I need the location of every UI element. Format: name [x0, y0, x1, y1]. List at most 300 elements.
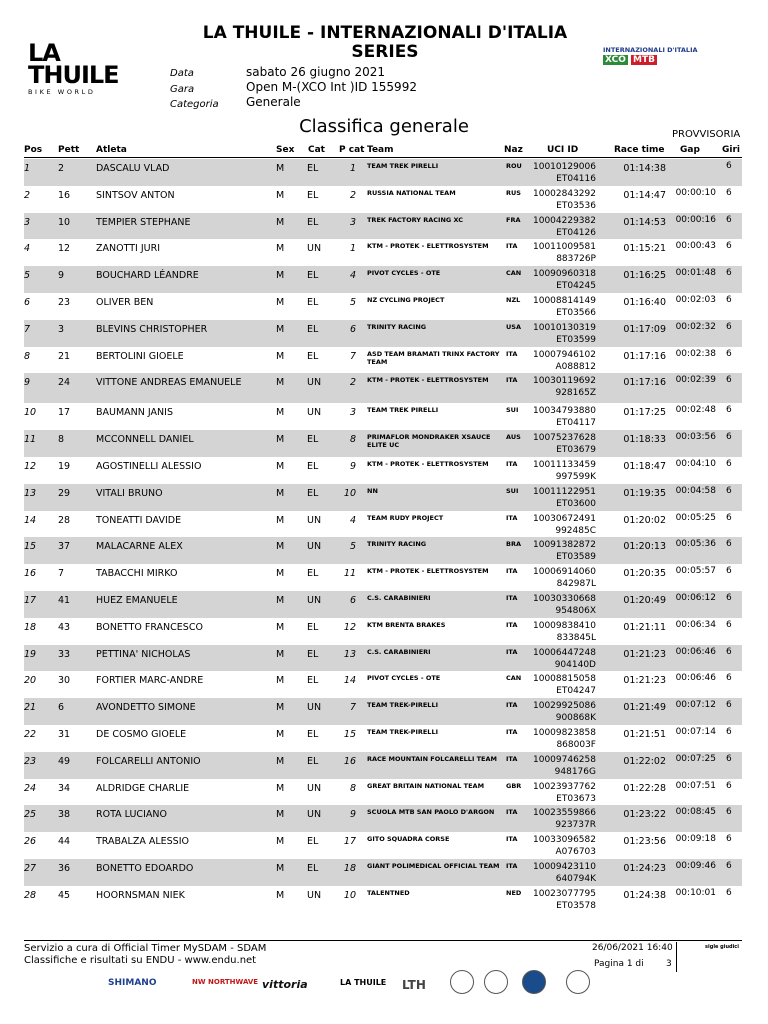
- row-team: NN: [367, 486, 378, 495]
- row-pcat: 16: [343, 755, 356, 767]
- row-uci-id: [526, 539, 596, 563]
- row-team: RUSSIA NATIONAL TEAM: [367, 188, 456, 197]
- row-uci-id: [526, 673, 596, 697]
- row-race-time: 01:23:22: [623, 809, 666, 821]
- footer-endu-link[interactable]: Classifiche e risultati su ENDU - www.endu.net: [24, 955, 257, 966]
- uci-line-2: ET03679: [556, 445, 596, 456]
- row-atleta: ZANOTTI JURI: [96, 243, 161, 255]
- row-cat: UN: [307, 782, 322, 794]
- row-naz: ITA: [506, 242, 518, 251]
- row-team: KTM - PROTEK - ELETTROSYSTEM: [367, 376, 489, 385]
- row-cat: EL: [307, 729, 319, 740]
- col-giri: Giri: [722, 145, 740, 155]
- row-gap: 00:04:10: [675, 459, 716, 469]
- row-cat: EL: [307, 755, 319, 767]
- row-giri: 6: [726, 727, 732, 737]
- row-sex: M: [276, 163, 285, 174]
- row-uci-id: [526, 647, 596, 671]
- row-gap: 00:05:25: [675, 512, 716, 523]
- row-pos: 13: [24, 487, 37, 499]
- row-cat: EL: [307, 350, 319, 362]
- row-naz: NZL: [506, 296, 521, 304]
- row-atleta: FOLCARELLI ANTONIO: [96, 755, 201, 767]
- row-team: RACE MOUNTAIN FOLCARELLI TEAM: [367, 754, 497, 763]
- row-race-time: 01:21:49: [623, 702, 666, 714]
- gara-label: Gara: [170, 84, 195, 95]
- row-gap: 00:09:18: [675, 834, 716, 845]
- row-pcat: 4: [349, 270, 356, 282]
- row-gap: 00:09:46: [675, 861, 716, 871]
- row-cat: EL: [307, 189, 319, 201]
- row-gap: 00:02:38: [675, 348, 716, 359]
- row-atleta: MALACARNE ALEX: [96, 541, 183, 553]
- uci-line-2: ET04117: [556, 418, 596, 429]
- row-uci-id: [526, 834, 596, 858]
- row-pos: 23: [24, 755, 37, 767]
- sponsor-shimano: SHIMANO: [108, 978, 157, 988]
- row-race-time: 01:20:49: [623, 595, 666, 606]
- table-row: [24, 779, 742, 806]
- row-pcat: 18: [343, 863, 356, 874]
- categoria-label: Categoria: [170, 99, 219, 110]
- row-pcat: 8: [349, 434, 356, 446]
- col-pos: Pos: [24, 145, 43, 155]
- row-giri: 6: [726, 834, 732, 845]
- row-cat: EL: [307, 621, 319, 633]
- row-gap: 00:06:46: [675, 646, 716, 657]
- col-cat: Cat: [308, 145, 325, 155]
- row-uci-id: [526, 432, 596, 456]
- uci-line-1: 10075237628: [533, 433, 596, 444]
- row-gap: 00:10:01: [675, 887, 716, 898]
- row-uci-id: [526, 268, 596, 292]
- row-pos: 7: [24, 323, 31, 335]
- row-gap: 00:02:32: [675, 321, 716, 332]
- row-race-time: 01:16:40: [623, 297, 666, 308]
- table-row: [24, 239, 742, 266]
- row-team: PRIMAFLOR MONDRAKER XSAUCE ELITE UC: [367, 433, 491, 450]
- row-naz: ITA: [506, 594, 518, 602]
- uci-line-2: 640794K: [555, 874, 596, 884]
- row-race-time: 01:15:21: [623, 243, 666, 255]
- row-team: TEAM RUDY PROJECT: [367, 513, 444, 522]
- row-cat: EL: [307, 163, 319, 174]
- row-gap: 00:07:25: [675, 753, 716, 764]
- row-naz: BRA: [506, 540, 521, 549]
- row-uci-id: [526, 405, 596, 429]
- uci-line-1: 10009838410: [533, 620, 596, 631]
- region-crest-icon: [566, 970, 590, 994]
- row-pcat: 11: [343, 568, 356, 580]
- uci-line-1: 10023937762: [533, 781, 596, 792]
- row-atleta: TEMPIER STEPHANE: [96, 216, 191, 228]
- row-gap: 00:07:12: [675, 700, 716, 711]
- row-team: TEAM TREK PIRELLI: [367, 162, 439, 170]
- row-giri: 6: [726, 295, 732, 305]
- row-team: KTM - PROTEK - ELETTROSYSTEM: [367, 567, 489, 576]
- uci-line-1: 10030119692: [533, 376, 596, 387]
- row-sex: M: [276, 377, 285, 389]
- uci-line-2: ET04245: [556, 281, 596, 292]
- row-pcat: 8: [349, 782, 356, 794]
- row-cat: EL: [307, 863, 319, 874]
- row-race-time: 01:21:11: [623, 621, 666, 633]
- row-giri: 6: [726, 432, 732, 443]
- uci-line-1: 10090960318: [533, 269, 596, 280]
- row-atleta: FORTIER MARC-ANDRE: [96, 675, 204, 687]
- row-team: ASD TEAM BRAMATI TRINX FACTORY TEAM: [367, 349, 500, 366]
- row-uci-id: [526, 620, 596, 644]
- row-giri: 6: [726, 348, 732, 359]
- row-pett: 30: [58, 675, 71, 687]
- row-naz: ITA: [506, 376, 518, 385]
- row-atleta: BERTOLINI GIOELE: [96, 350, 184, 362]
- row-team: GREAT BRITAIN NATIONAL TEAM: [367, 781, 485, 790]
- uci-line-2: ET03599: [556, 334, 596, 345]
- row-race-time: 01:20:13: [623, 541, 666, 553]
- row-team: KTM - PROTEK - ELETTROSYSTEM: [367, 460, 489, 468]
- gara-value: Open M-(XCO Int )ID 155992: [246, 80, 417, 94]
- row-pett: 37: [58, 541, 71, 553]
- row-naz: ITA: [506, 862, 518, 870]
- row-giri: 6: [726, 673, 732, 684]
- uci-line-2: 904140D: [554, 659, 596, 670]
- row-race-time: 01:22:02: [623, 755, 666, 767]
- table-row: [24, 266, 742, 293]
- uci-line-1: 10023077795: [533, 888, 596, 899]
- row-pcat: 4: [349, 514, 356, 526]
- row-atleta: HUEZ EMANUELE: [96, 595, 178, 606]
- row-giri: 6: [726, 861, 732, 871]
- row-naz: ITA: [506, 754, 518, 763]
- row-pcat: 9: [349, 809, 356, 821]
- row-team: PIVOT CYCLES - OTE: [367, 269, 441, 278]
- col-uci: UCI ID: [547, 145, 579, 155]
- row-pcat: 3: [349, 216, 356, 228]
- row-race-time: 01:24:38: [623, 889, 666, 901]
- footer-page-label: Pagina 1 di: [594, 959, 644, 969]
- row-atleta: SINTSOV ANTON: [96, 189, 175, 201]
- row-naz: ITA: [506, 620, 518, 629]
- uci-line-2: 883726P: [556, 254, 596, 265]
- uci-line-1: 10011133459: [533, 460, 596, 470]
- row-pos: 4: [24, 243, 31, 255]
- table-row: [24, 347, 742, 374]
- row-sex: M: [276, 541, 285, 553]
- row-sex: M: [276, 461, 285, 472]
- row-gap: 00:00:43: [675, 241, 716, 252]
- row-pett: 43: [58, 621, 71, 633]
- logo-subtext: BIKE WORLD: [28, 88, 96, 96]
- row-pett: 44: [58, 836, 71, 848]
- uci-line-2: 997599K: [555, 472, 596, 482]
- footer-divider: [24, 940, 742, 941]
- row-cat: UN: [307, 702, 322, 714]
- row-atleta: ALDRIDGE CHARLIE: [96, 782, 190, 794]
- row-cat: UN: [307, 243, 322, 255]
- row-gap: 00:05:57: [675, 566, 716, 577]
- row-race-time: 01:16:25: [623, 270, 666, 282]
- row-sex: M: [276, 407, 285, 419]
- footer-page-total: 3: [666, 959, 672, 969]
- row-pos: 17: [24, 595, 37, 606]
- row-sex: M: [276, 863, 285, 874]
- row-sex: M: [276, 434, 285, 446]
- row-team: TEAM TREK PIRELLI: [367, 406, 439, 415]
- row-gap: 00:00:10: [675, 187, 716, 198]
- row-pett: 28: [58, 514, 71, 526]
- row-gap: 00:01:48: [675, 268, 716, 279]
- row-gap: 00:02:48: [675, 405, 716, 416]
- row-pcat: 6: [349, 323, 356, 335]
- row-giri: 6: [726, 405, 732, 416]
- row-gap: 00:06:34: [675, 619, 716, 630]
- row-giri: 6: [726, 807, 732, 818]
- row-pos: 10: [24, 407, 37, 419]
- row-team: TRINITY RACING: [367, 540, 427, 549]
- row-pett: 33: [58, 648, 71, 660]
- uci-line-2: 954806X: [555, 606, 596, 616]
- row-naz: AUS: [506, 433, 521, 442]
- row-cat: UN: [307, 541, 322, 553]
- row-atleta: AGOSTINELLI ALESSIO: [96, 461, 202, 472]
- row-pos: 8: [24, 350, 31, 362]
- row-pcat: 5: [349, 297, 356, 308]
- row-pett: 10: [58, 216, 71, 228]
- row-pett: 16: [58, 189, 71, 201]
- row-atleta: BONETTO EDOARDO: [96, 863, 194, 874]
- col-pcat: P cat: [339, 145, 365, 155]
- row-cat: UN: [307, 407, 322, 419]
- row-pos: 3: [24, 216, 31, 228]
- sponsor-northwave: NW NORTHWAVE: [192, 978, 259, 986]
- row-atleta: MCCONNELL DANIEL: [96, 434, 194, 446]
- col-sex: Sex: [276, 145, 295, 155]
- row-sex: M: [276, 514, 285, 526]
- table-row: [24, 213, 742, 240]
- row-sex: M: [276, 297, 285, 308]
- uci-line-1: 10008814149: [533, 296, 596, 306]
- row-pos: 6: [24, 297, 31, 308]
- header-divider: [24, 157, 742, 158]
- logo-ic-line2: [603, 55, 703, 65]
- row-naz: ROU: [506, 162, 522, 170]
- row-atleta: AVONDETTO SIMONE: [96, 702, 196, 714]
- uci-line-1: 10091382872: [533, 540, 596, 551]
- row-uci-id: [526, 161, 596, 185]
- row-pett: 8: [58, 434, 65, 446]
- row-race-time: 01:24:23: [623, 863, 666, 874]
- data-value: sabato 26 giugno 2021: [246, 65, 385, 79]
- row-uci-id: [526, 861, 596, 885]
- row-giri: 6: [726, 539, 732, 550]
- sponsor-lth: LTH: [402, 978, 426, 992]
- la-thuile-logo: [28, 39, 120, 96]
- row-pos: 20: [24, 675, 37, 687]
- uci-line-1: 10034793880: [533, 406, 596, 417]
- row-pcat: 12: [343, 621, 356, 633]
- table-row: [24, 591, 742, 618]
- sigle-giudici-box: [676, 942, 743, 972]
- table-row: [24, 373, 742, 403]
- row-giri: 6: [726, 619, 732, 630]
- row-pos: 5: [24, 270, 31, 282]
- row-pos: 19: [24, 648, 37, 660]
- row-pos: 27: [24, 863, 37, 874]
- row-pett: 49: [58, 755, 71, 767]
- row-naz: ITA: [506, 701, 518, 710]
- row-sex: M: [276, 243, 285, 255]
- uci-line-1: 10009746258: [533, 754, 596, 765]
- uci-line-1: 10002843292: [533, 188, 596, 199]
- row-pett: 24: [58, 377, 71, 389]
- row-uci-id: [526, 322, 596, 346]
- col-naz: Naz: [504, 145, 523, 155]
- row-pos: 16: [24, 568, 37, 580]
- table-row: [24, 698, 742, 725]
- row-giri: 6: [726, 375, 732, 386]
- row-gap: 00:00:16: [675, 214, 716, 225]
- row-giri: 6: [726, 566, 732, 577]
- uci-line-1: 10006914060: [533, 567, 596, 578]
- row-pett: 6: [58, 702, 65, 714]
- row-giri: 6: [726, 459, 732, 469]
- row-pos: 21: [24, 702, 37, 714]
- row-pos: 11: [24, 434, 37, 446]
- row-pett: 38: [58, 809, 71, 821]
- row-race-time: 01:14:47: [623, 189, 666, 201]
- row-uci-id: [526, 566, 596, 590]
- row-gap: 00:02:39: [675, 375, 716, 386]
- row-team: TRINITY RACING: [367, 322, 427, 331]
- row-gap: 00:07:14: [675, 727, 716, 737]
- row-naz: CAN: [506, 269, 522, 278]
- table-row: [24, 752, 742, 779]
- row-race-time: 01:21:23: [623, 675, 666, 687]
- table-row: [24, 403, 742, 430]
- row-naz: NED: [506, 888, 522, 897]
- categoria-value: Generale: [246, 95, 301, 109]
- row-sex: M: [276, 595, 285, 606]
- row-sex: M: [276, 350, 285, 362]
- row-pett: 9: [58, 270, 65, 282]
- row-pcat: 6: [349, 595, 356, 606]
- logo-ic-line1: INTERNAZIONALI D'ITALIA: [603, 46, 698, 54]
- row-atleta: BAUMANN JANIS: [96, 407, 173, 419]
- data-label: Data: [170, 68, 194, 79]
- row-cat: UN: [307, 595, 322, 606]
- row-race-time: 01:17:16: [623, 377, 666, 389]
- row-race-time: 01:17:09: [623, 323, 666, 335]
- row-atleta: TABACCHI MIRKO: [96, 568, 178, 580]
- row-atleta: OLIVER BEN: [96, 297, 154, 308]
- row-atleta: HOORNSMAN NIEK: [96, 889, 185, 901]
- row-pcat: 10: [343, 487, 356, 499]
- row-pett: 23: [58, 297, 71, 308]
- uci-line-2: 992485C: [555, 525, 596, 536]
- row-cat: EL: [307, 836, 319, 848]
- uci-line-2: ET03600: [556, 498, 596, 509]
- row-pett: 3: [58, 323, 65, 335]
- table-row: [24, 859, 742, 886]
- row-pos: 14: [24, 514, 37, 526]
- row-cat: EL: [307, 487, 319, 499]
- row-race-time: 01:19:35: [623, 487, 666, 499]
- row-sex: M: [276, 189, 285, 201]
- uci-line-2: ET04126: [556, 227, 596, 238]
- row-naz: ITA: [506, 808, 518, 817]
- row-pett: 41: [58, 595, 71, 606]
- row-giri: 6: [726, 887, 732, 898]
- uci-line-2: A088812: [555, 361, 596, 372]
- row-giri: 6: [726, 161, 732, 171]
- row-atleta: BLEVINS CHRISTOPHER: [96, 323, 208, 335]
- uci-line-2: ET03673: [556, 793, 596, 804]
- row-pett: 21: [58, 350, 71, 362]
- table-row: [24, 159, 742, 186]
- sponsor-vittoria: vittoria: [262, 978, 308, 991]
- row-pett: 7: [58, 568, 65, 580]
- row-pett: 2: [58, 163, 65, 174]
- row-pcat: 9: [349, 461, 356, 472]
- row-giri: 6: [726, 187, 732, 198]
- row-gap: 00:06:46: [675, 673, 716, 684]
- row-giri: 6: [726, 321, 732, 332]
- uci-line-1: 10023559866: [533, 808, 596, 819]
- row-pcat: 14: [343, 675, 356, 687]
- col-gap: Gap: [680, 145, 700, 155]
- row-cat: EL: [307, 434, 319, 446]
- row-race-time: 01:18:33: [623, 434, 666, 446]
- row-sex: M: [276, 702, 285, 714]
- row-cat: EL: [307, 270, 319, 282]
- table-row: [24, 886, 742, 913]
- uci-line-1: 10008815058: [533, 674, 596, 685]
- row-team: TEAM TREK-PIRELLI: [367, 728, 439, 736]
- uci-line-2: 948176G: [554, 766, 596, 777]
- row-race-time: 01:23:56: [623, 836, 666, 848]
- logo-xco: XCO: [605, 55, 626, 65]
- uci-line-1: 10030672491: [533, 513, 596, 524]
- row-atleta: VITTONE ANDREAS EMANUELE: [96, 377, 242, 389]
- row-cat: UN: [307, 889, 322, 901]
- row-pos: 25: [24, 809, 37, 821]
- row-cat: UN: [307, 514, 322, 526]
- row-pett: 29: [58, 487, 71, 499]
- row-giri: 6: [726, 700, 732, 711]
- row-giri: 6: [726, 485, 732, 496]
- uci-line-1: 10011122951: [533, 486, 596, 497]
- row-atleta: ROTA LUCIANO: [96, 809, 167, 821]
- row-team: NZ CYCLING PROJECT: [367, 296, 445, 304]
- row-atleta: BONETTO FRANCESCO: [96, 621, 203, 633]
- col-pett: Pett: [58, 145, 80, 155]
- table-row: [24, 537, 742, 564]
- row-race-time: 01:22:28: [623, 782, 666, 794]
- row-pcat: 10: [343, 889, 356, 901]
- table-row: [24, 725, 742, 752]
- table-row: [24, 457, 742, 484]
- row-pos: 28: [24, 889, 37, 901]
- col-atleta: Atleta: [96, 145, 127, 155]
- row-naz: USA: [506, 322, 521, 331]
- row-uci-id: [526, 781, 596, 805]
- row-sex: M: [276, 648, 285, 660]
- row-uci-id: [526, 807, 596, 831]
- uci-line-2: ET03578: [556, 900, 596, 911]
- row-uci-id: [526, 295, 596, 319]
- row-pett: 12: [58, 243, 71, 255]
